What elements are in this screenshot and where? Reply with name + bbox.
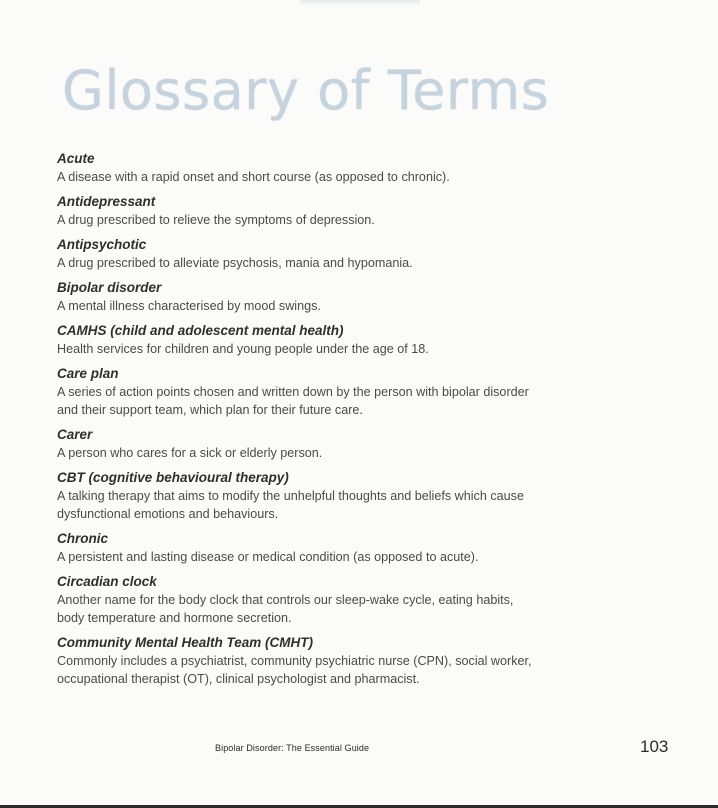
glossary-entry bbox=[57, 365, 537, 419]
glossary-term: Acute bbox=[57, 151, 95, 166]
glossary-definition: A disease with a rapid onset and short course (as opposed to chronic). bbox=[57, 170, 450, 184]
glossary-definition: A person who cares for a sick or elderly person. bbox=[57, 446, 323, 460]
glossary-term: Antidepressant bbox=[57, 194, 156, 209]
glossary-entry bbox=[57, 279, 537, 315]
glossary-term: Circadian clock bbox=[57, 574, 157, 589]
glossary-entry bbox=[57, 236, 537, 272]
glossary-entry bbox=[57, 426, 537, 462]
glossary-entry bbox=[57, 634, 537, 688]
glossary-entry bbox=[57, 469, 537, 523]
page-title: Glossary of Terms bbox=[62, 59, 550, 122]
glossary-definition: Another name for the body clock that controls our sleep-wake cycle, eating habits, body temperature and hormone secretion. bbox=[57, 593, 514, 625]
glossary-definition: A talking therapy that aims to modify the unhelpful thoughts and beliefs which cause dysfunctional emotions and behaviours. bbox=[57, 489, 524, 521]
glossary-entry bbox=[57, 150, 537, 186]
glossary-term: Community Mental Health Team (CMHT) bbox=[57, 635, 314, 650]
glossary-term: CBT (cognitive behavioural therapy) bbox=[57, 470, 289, 485]
glossary-definition: A mental illness characterised by mood swings. bbox=[57, 299, 321, 313]
glossary-entry bbox=[57, 193, 537, 229]
glossary-term: Chronic bbox=[57, 531, 109, 546]
glossary-term: Antipsychotic bbox=[57, 237, 147, 252]
glossary-term: Care plan bbox=[57, 366, 119, 381]
glossary-entry bbox=[57, 530, 537, 566]
glossary-definition: Health services for children and young people under the age of 18. bbox=[57, 342, 429, 356]
page-edge-shadow bbox=[300, 0, 420, 6]
glossary-list bbox=[57, 150, 537, 695]
glossary-definition: Commonly includes a psychiatrist, community psychiatric nurse (CPN), social worker, occupational therapist (OT), clinical psychologist and pharmacist. bbox=[57, 654, 532, 686]
glossary-term: Carer bbox=[57, 427, 93, 442]
glossary-term: CAMHS (child and adolescent mental health) bbox=[57, 323, 344, 338]
glossary-entry bbox=[57, 573, 537, 627]
glossary-definition: A persistent and lasting disease or medical condition (as opposed to acute). bbox=[57, 550, 479, 564]
glossary-entry bbox=[57, 322, 537, 358]
glossary-definition: A drug prescribed to alleviate psychosis, mania and hypomania. bbox=[57, 256, 413, 270]
page-number: 103 bbox=[640, 737, 669, 756]
glossary-term: Bipolar disorder bbox=[57, 280, 162, 295]
glossary-definition: A drug prescribed to relieve the symptoms of depression. bbox=[57, 213, 375, 227]
glossary-definition: A series of action points chosen and written down by the person with bipolar disorder and their support team, which plan for their future care. bbox=[57, 385, 529, 417]
running-footer: Bipolar Disorder: The Essential Guide bbox=[215, 743, 370, 753]
